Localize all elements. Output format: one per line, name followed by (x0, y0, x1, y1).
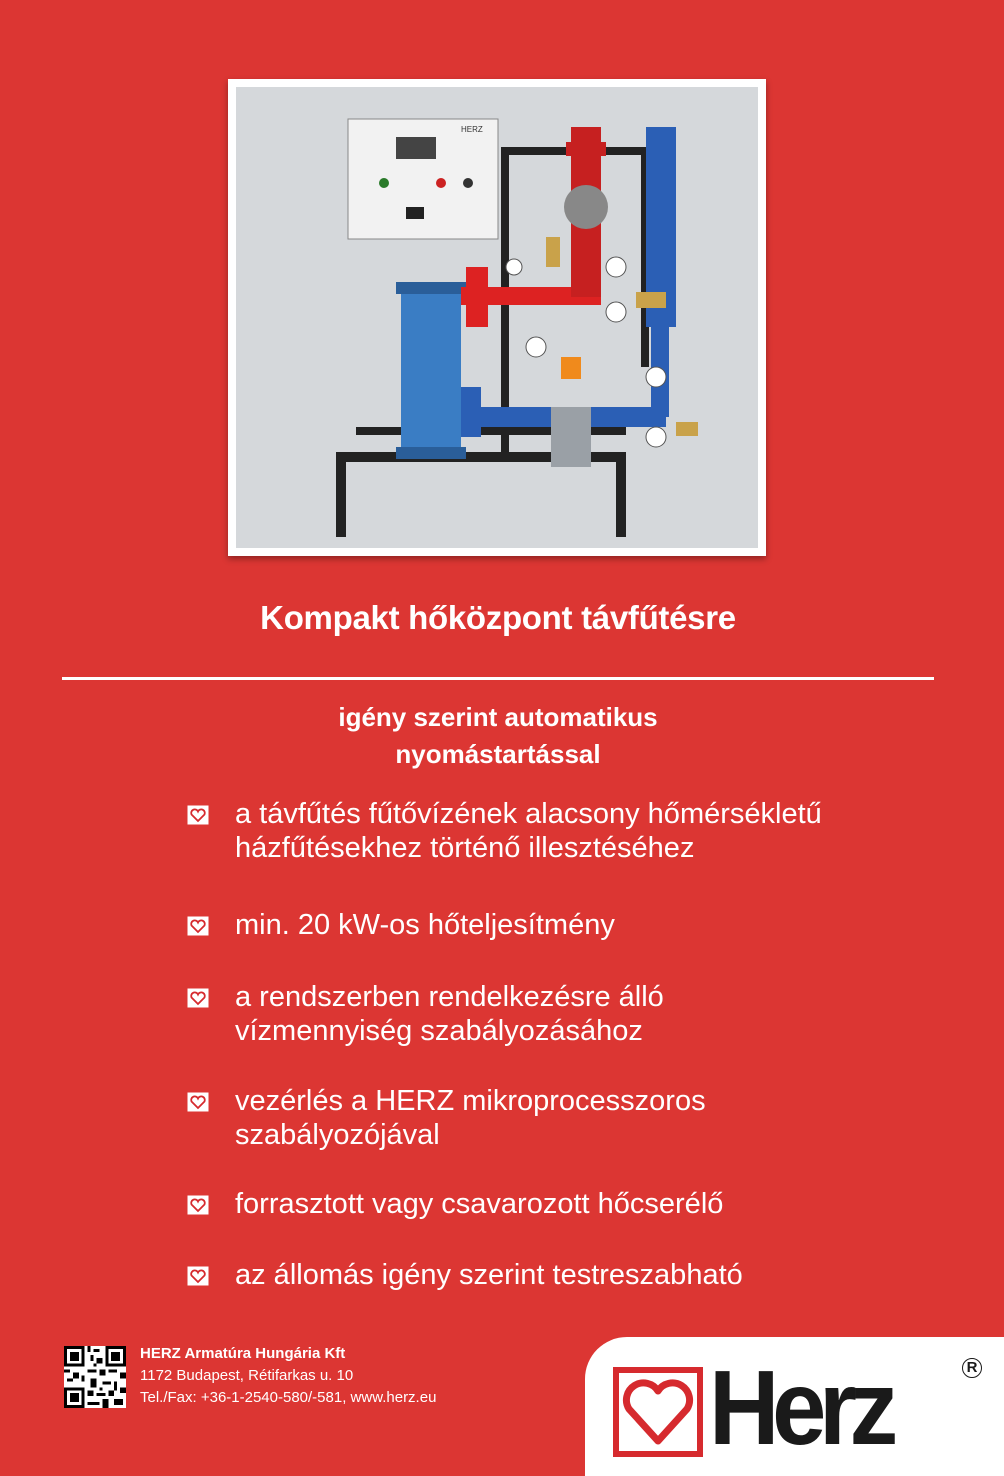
feature-line: forrasztott vagy csavarozott hőcserélő (235, 1188, 724, 1220)
subtitle-line-2: nyomástartással (395, 739, 601, 769)
heart-checkbox-icon (187, 1092, 209, 1112)
feature-line: a távfűtés fűtővízének alacsony hőmérsékletű (235, 798, 822, 830)
feature-line: vízmennyiség szabályozásához (235, 1015, 643, 1047)
page-title: Kompakt hőközpont távfűtésre (260, 599, 736, 636)
feature-line: az állomás igény szerint testreszabható (235, 1259, 743, 1291)
heart-checkbox-icon (187, 916, 209, 936)
heart-checkbox-icon (187, 805, 209, 825)
feature-text (235, 980, 975, 1048)
herz-logo (585, 1337, 1004, 1476)
company-name: HERZ Armatúra Hungária Kft (140, 1345, 346, 1362)
feature-line: a rendszerben rendelkezésre álló (235, 981, 664, 1013)
feature-line: vezérlés a HERZ mikroprocesszoros (235, 1085, 706, 1117)
qr-code-icon (64, 1346, 126, 1408)
feature-line: házfűtésekhez történő illesztéséhez (235, 832, 695, 864)
panel-brand: HERZ (461, 125, 483, 134)
feature-line: szabályozójával (235, 1119, 440, 1151)
feature-text (235, 1187, 975, 1221)
feature-line: min. 20 kW-os hőteljesítmény (235, 909, 615, 941)
product-photo (236, 87, 758, 548)
logo-wordmark: Herz (709, 1349, 891, 1467)
heart-checkbox-icon (187, 988, 209, 1008)
company-contact: Tel./Fax: +36-1-2540-580/-581, www.herz.eu (140, 1389, 437, 1406)
feature-text (235, 1258, 975, 1292)
divider (62, 677, 934, 680)
feature-text (235, 1084, 975, 1152)
heat-station-illustration (236, 87, 758, 548)
heart-checkbox-icon (187, 1266, 209, 1286)
feature-text (235, 908, 975, 942)
feature-text (235, 797, 975, 865)
subtitle (0, 699, 996, 773)
product-photo-frame (228, 79, 766, 556)
footer-contact (140, 1343, 436, 1409)
heart-checkbox-icon (187, 1195, 209, 1215)
subtitle-line-1: igény szerint automatikus (338, 702, 658, 732)
company-address: 1172 Budapest, Rétifarkas u. 10 (140, 1367, 354, 1384)
registered-mark: R (962, 1358, 982, 1378)
heart-logo-icon (613, 1367, 703, 1457)
